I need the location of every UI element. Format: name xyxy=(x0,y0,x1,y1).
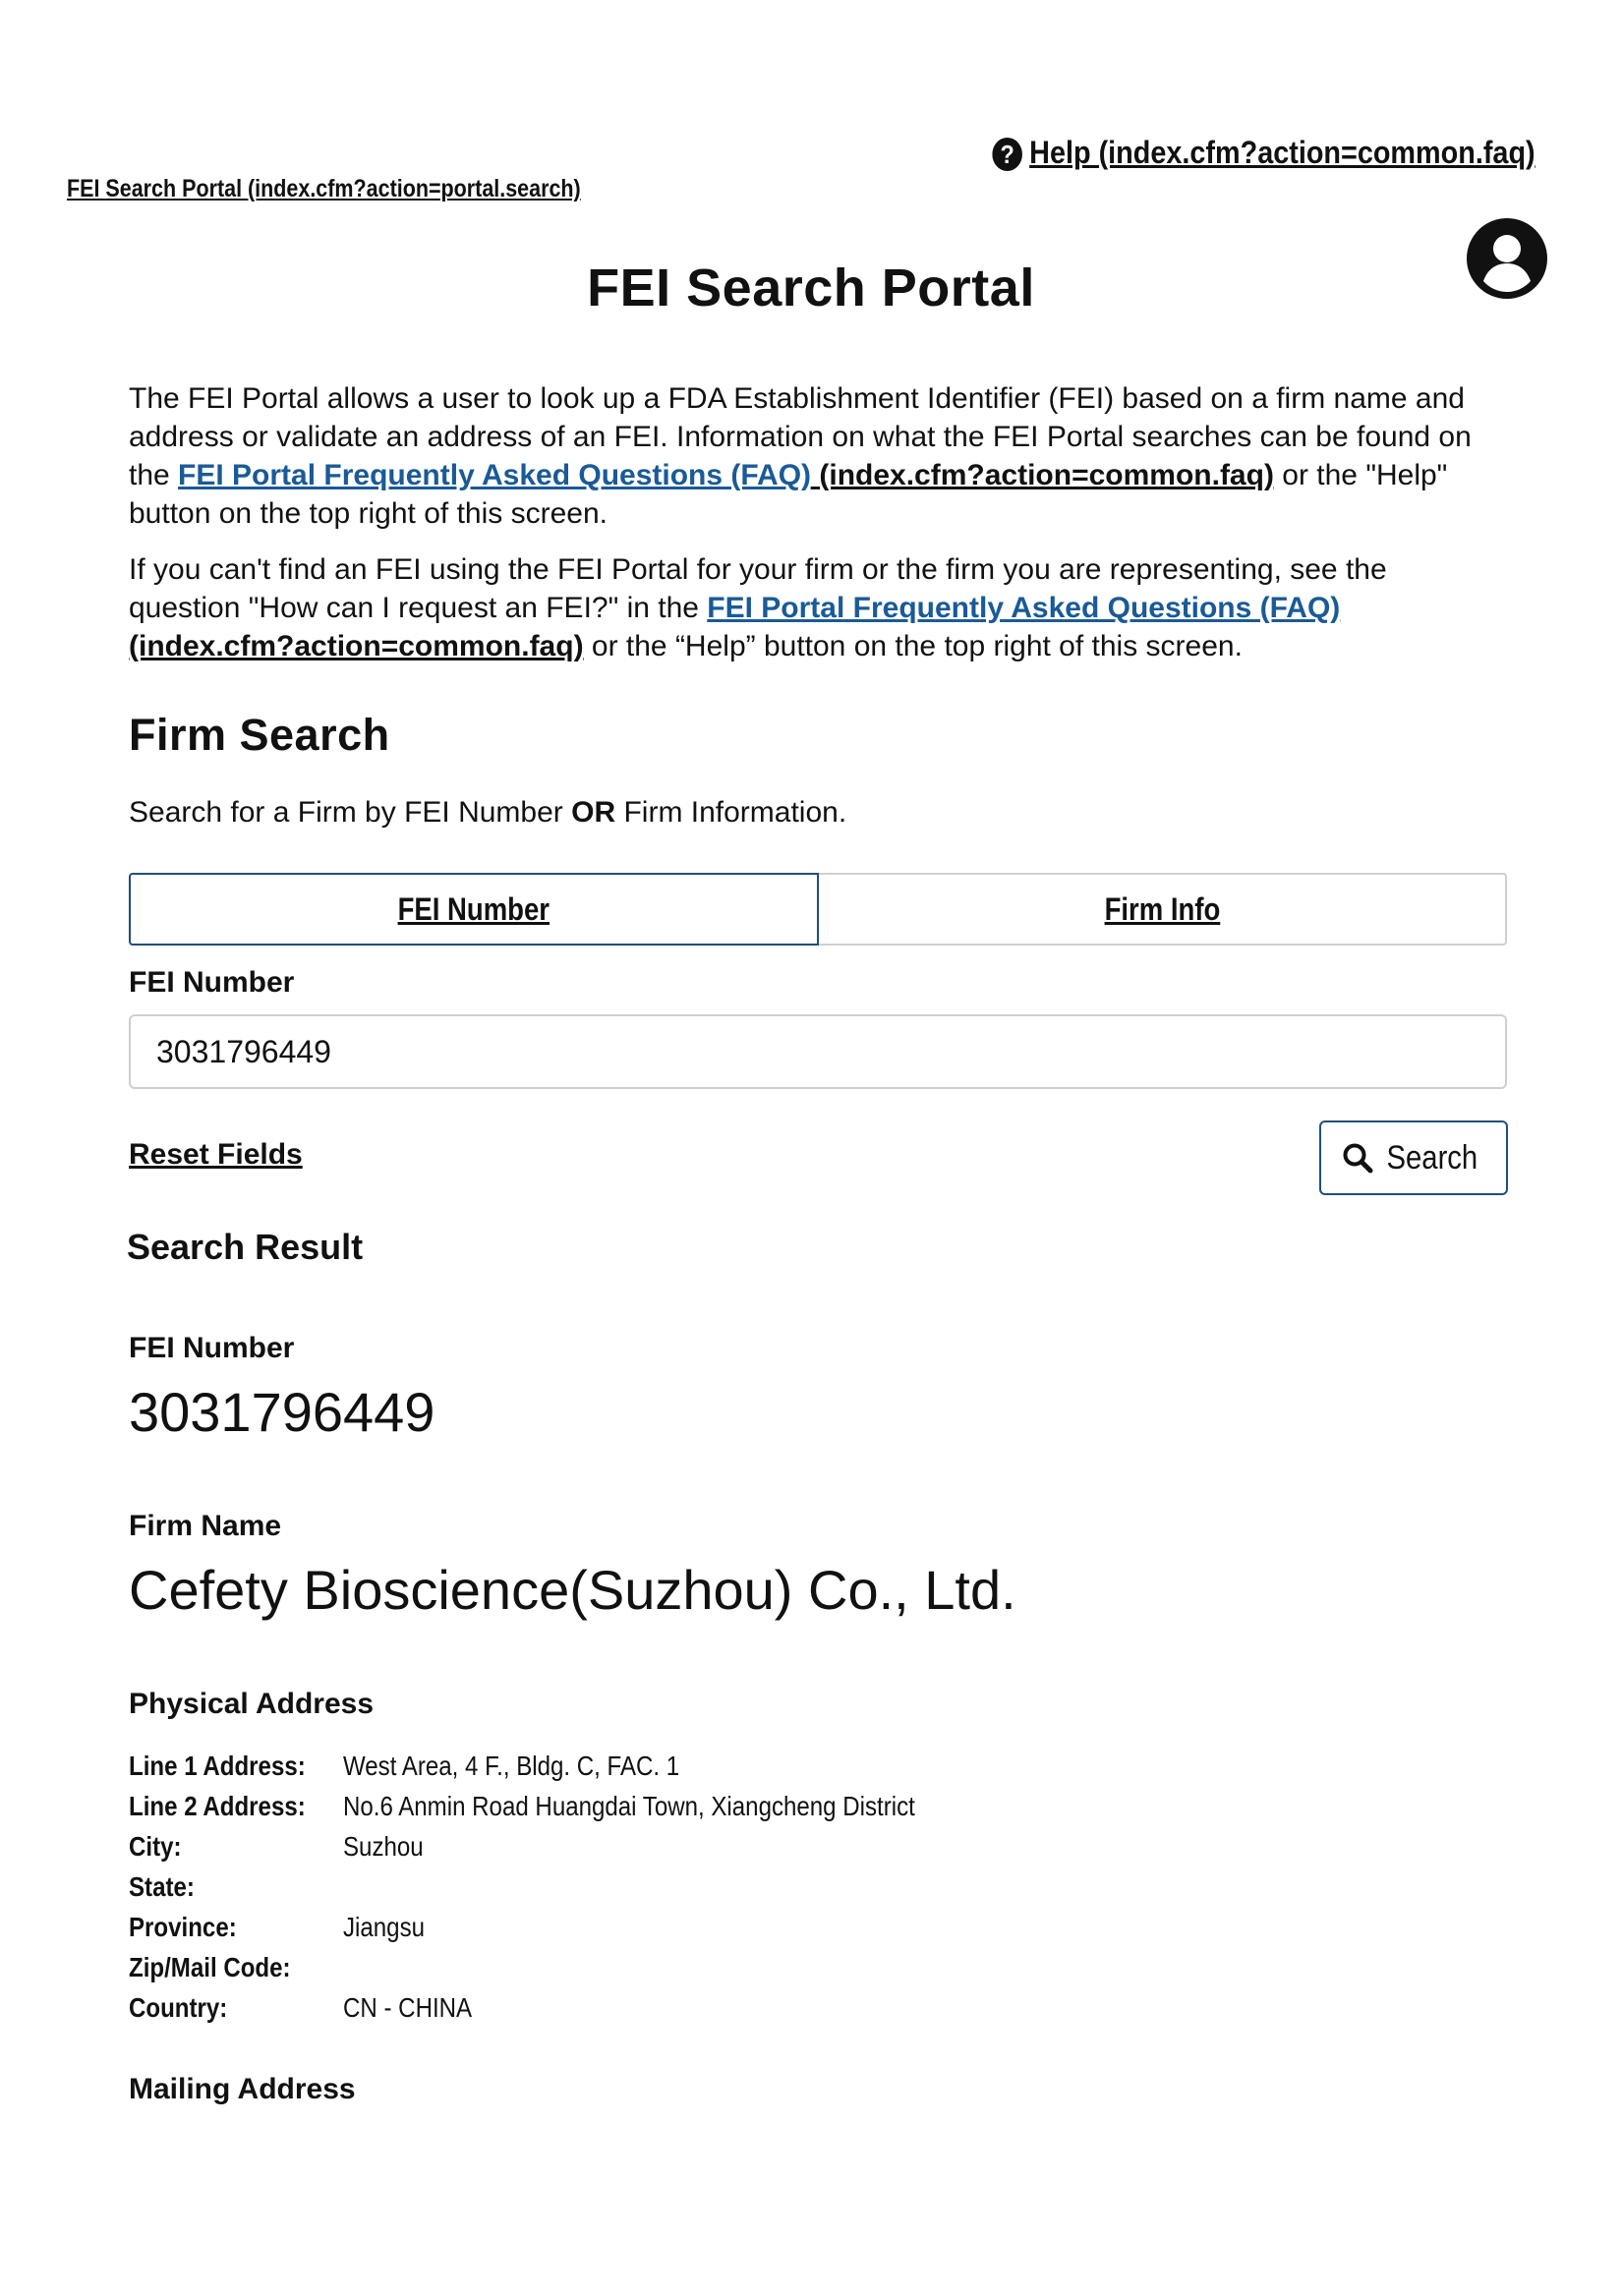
address-key: City: xyxy=(129,1830,182,1862)
fei-number-label: FEI Number xyxy=(129,966,295,999)
tab-firm-info-label: Firm Info xyxy=(1104,890,1220,927)
subtitle-text: Search for a Firm by FEI Number xyxy=(129,796,572,829)
fei-number-input[interactable] xyxy=(129,1014,1507,1089)
address-row xyxy=(129,1907,1009,1947)
address-row xyxy=(129,1786,1009,1826)
tab-firm-info[interactable] xyxy=(819,873,1507,946)
intro-p2-text: If you can't find an FEI using the FEI Portal for your firm or the firm you are representing, see the question "How can I request an FEI?" in the xyxy=(129,553,1387,624)
intro-paragraph-2 xyxy=(129,550,1505,665)
intro-p1-tail: or the "Help" button on the top right of this screen. xyxy=(129,459,1448,530)
address-value: West Area, 4 F., Bldg. C, FAC. 1 xyxy=(343,1750,680,1781)
mailing-address-title: Mailing Address xyxy=(129,2073,356,2105)
subtitle-or: OR xyxy=(571,796,616,829)
faq-link-1-path[interactable]: (index.cfm?action=common.faq) xyxy=(811,459,1274,491)
subtitle-tail: Firm Information. xyxy=(615,796,847,829)
address-row xyxy=(129,1947,1009,1987)
result-fei-value: 3031796449 xyxy=(129,1381,435,1443)
portal-home-link[interactable]: FEI Search Portal (index.cfm?action=portal.search) xyxy=(67,175,581,202)
faq-link-1[interactable]: FEI Portal Frequently Asked Questions (FAQ) xyxy=(178,459,812,491)
intro-paragraph-1 xyxy=(129,379,1505,533)
search-mode-tabs xyxy=(129,873,1507,946)
address-key: Province: xyxy=(129,1911,237,1942)
intro-p1-text: The FEI Portal allows a user to look up a FDA Establishment Identifier (FEI) based on a firm name and address or validate an address of an FEI. Information on what the FEI Portal searches can be found on the xyxy=(129,382,1472,491)
search-button[interactable] xyxy=(1319,1120,1508,1195)
address-value: CN - CHINA xyxy=(343,1991,473,2023)
address-key: Line 1 Address: xyxy=(129,1750,306,1781)
tab-fei-number-label: FEI Number xyxy=(397,890,550,927)
intro-text xyxy=(129,379,1505,683)
address-key: Country: xyxy=(129,1991,228,2023)
address-key: Line 2 Address: xyxy=(129,1790,306,1821)
physical-address-title: Physical Address xyxy=(129,1688,375,1720)
result-fei-label: FEI Number xyxy=(129,1332,295,1364)
address-row xyxy=(129,1746,1009,1786)
address-row xyxy=(129,1826,1009,1866)
help-link[interactable] xyxy=(993,132,1535,171)
page-title: FEI Search Portal xyxy=(587,258,1035,317)
search-button-label: Search xyxy=(1386,1138,1478,1177)
intro-p2-tail: or the “Help” button on the top right of this screen. xyxy=(583,630,1243,662)
physical-address-table xyxy=(129,1746,1009,2028)
faq-link-2-path[interactable]: (index.cfm?action=common.faq) xyxy=(129,630,584,662)
address-key: Zip/Mail Code: xyxy=(129,1951,291,1982)
result-firm-label: Firm Name xyxy=(129,1510,282,1542)
address-row xyxy=(129,1987,1009,2028)
firm-search-subtitle xyxy=(129,796,846,830)
address-value: No.6 Anmin Road Huangdai Town, Xiangcheng District xyxy=(343,1790,915,1821)
search-result-title: Search Result xyxy=(127,1227,364,1267)
address-key: State: xyxy=(129,1870,195,1902)
tab-fei-number[interactable] xyxy=(129,873,819,946)
help-link-label: Help (index.cfm?action=common.faq) xyxy=(1029,135,1535,170)
question-circle-icon: ? xyxy=(993,138,1023,171)
faq-link-2[interactable]: FEI Portal Frequently Asked Questions (FAQ) xyxy=(707,592,1341,624)
address-value: Suzhou xyxy=(343,1830,424,1862)
search-icon xyxy=(1342,1142,1373,1174)
address-row xyxy=(129,1866,1009,1907)
address-value: Jiangsu xyxy=(343,1911,426,1942)
result-firm-value: Cefety Bioscience(Suzhou) Co., Ltd. xyxy=(129,1559,1016,1621)
firm-search-title: Firm Search xyxy=(129,710,390,760)
reset-fields-link[interactable]: Reset Fields xyxy=(129,1138,303,1171)
